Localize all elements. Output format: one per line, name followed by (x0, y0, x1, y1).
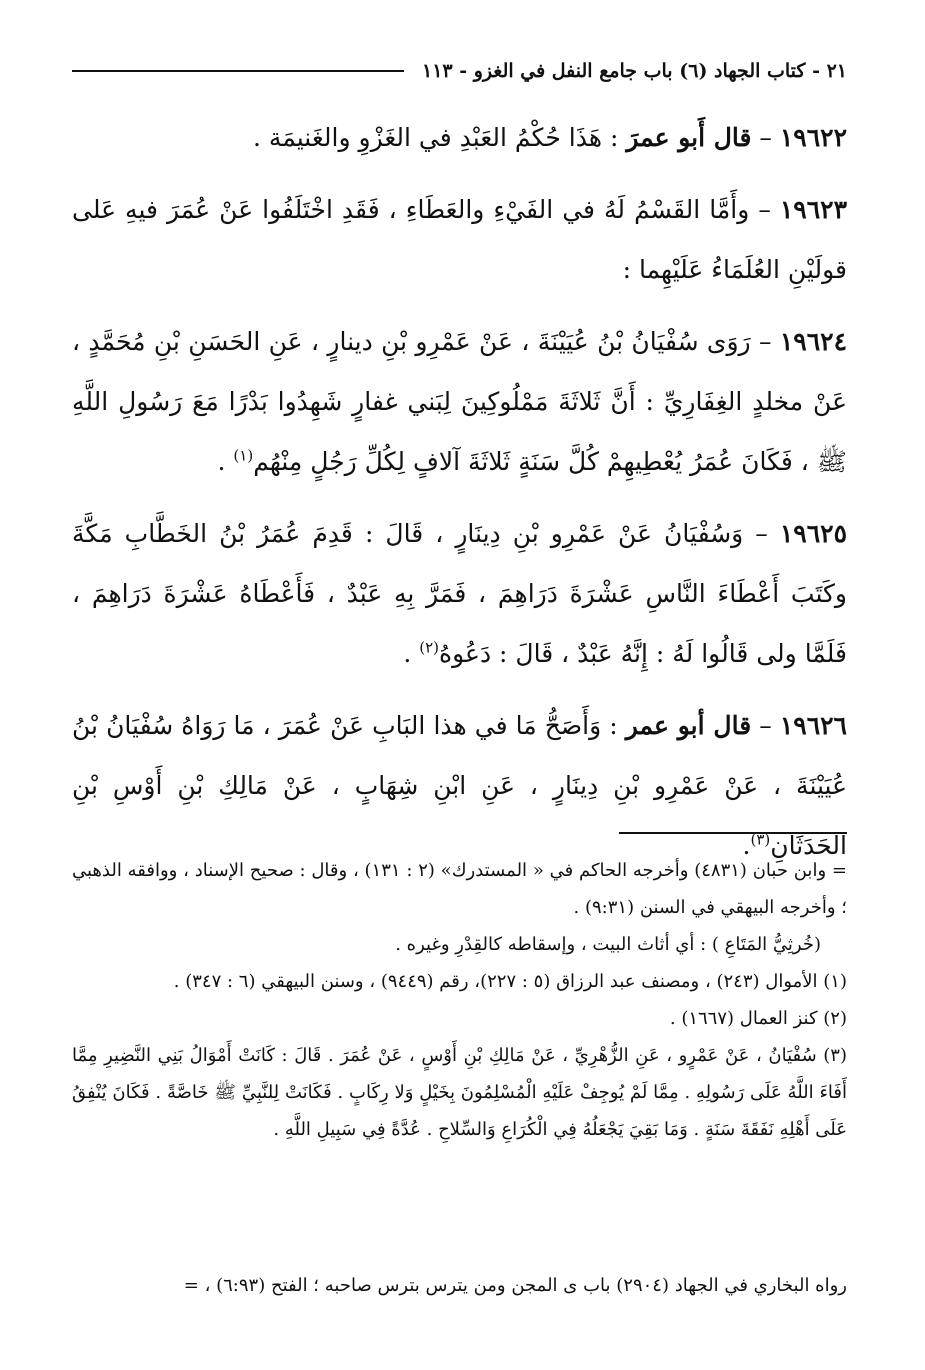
footnotes-section (72, 852, 847, 1148)
footnote-1: (١) الأموال (٢٤٣) ، ومصنف عبد الرزاق (٥ : ٢٢٧)، رقم (٩٤٤٩) ، وسنن البيهقي (٦ : ٣٤٧) . (173, 971, 847, 992)
dash: – (751, 123, 772, 152)
paragraph-number: ١٩٦٢٣ (779, 195, 847, 224)
dash: – (751, 711, 772, 740)
paragraph-text: : هَذَا حُكْمُ العَبْدِ في الغَزْوِ والغَنيمَة . (253, 123, 619, 152)
footnote-divider (619, 832, 847, 834)
footnote-ref-3[interactable]: (٣) (750, 830, 771, 849)
paragraph-text: : وَأَصَحُّ مَا في هذا البَابِ عَنْ عُمَرَ ، مَا رَوَاهُ سُفْيَانُ بْنُ عُيَيْنَةَ ، عَنْ عَمْرِو بْنِ دِينَارٍ ، عَنِ ابْنِ شِهَابٍ ، عَنْ مَالِكِ بْنِ أَوْسِ بْنِ الحَدَثَانِ (72, 711, 847, 860)
paragraph-number: ١٩٦٢٢ (779, 123, 847, 152)
paragraph-19622 (72, 108, 847, 168)
footnote-3: (٣) سُفْيَانُ ، عَنْ عَمْرٍو ، عَنِ الزُّهْرِيِّ ، عَنْ مَالِكِ بْنِ أَوْسٍ ، عَنْ عُمَرَ . قَالَ : كَانَتْ أَمْوَالُ بَنِي النَّضِيرِ مِمَّا أَفَاءَ اللَّهُ عَلَى رَسُولِهِ . مِمَّا لَمْ يُوجِفْ عَلَيْهِ الْمُسْلِمُونَ بِخَيْلٍ وَلا رِكَابٍ . فَكَانَتْ لِلنَّبِيِّ ﷺ خَاصَّةً . فَكَانَ يُنْفِقُ عَلَى أَهْلِهِ نَفَقَةَ سَنَةٍ . وَمَا بَقِيَ يَجْعَلُهُ فِي الْكُرَاعِ وَالسِّلاحِ . عُدَّةً فِي سَبِيلِ اللَّهِ . (72, 1045, 847, 1140)
page-header (72, 54, 847, 88)
paragraph-19625 (72, 504, 847, 684)
paragraph-19623 (72, 180, 847, 300)
paragraph-number: ١٩٦٢٤ (779, 327, 848, 356)
paragraph-19624 (72, 312, 847, 492)
footnote-2: (٢) كنز العمال (١٦٦٧) . (669, 1008, 847, 1029)
paragraph-tail: . (742, 831, 751, 860)
footnote-continuation: = وابن حبان (٤٨٣١) وأخرجه الحاكم في « المستدرك» (٢ : ١٣١) ، وقال : صحيح الإسناد ، ووافقه الذهبي ؛ وأخرجه البيهقي في السنن (٩:٣١) . (72, 860, 847, 918)
speaker-label: قال أبو عمر (625, 711, 752, 740)
paragraph-tail: . (217, 447, 234, 476)
paragraph-text: – رَوَى سُفْيَانُ بْنُ عُيَيْنَةَ ، عَنْ عَمْرِو بْنِ دينارٍ ، عَنِ الحَسَنِ بْنِ مُحَمَّدٍ ، عَنْ مخلدٍ الغِفَارِيِّ : أَنَّ ثَلاثَةَ مَمْلُوكِينَ لِبَني غفارٍ شَهِدُوا بَدْرًا مَعَ رَسُولِ اللَّهِ ﷺ ، فَكَانَ عُمَرُ يُعْطِيهِمْ كُلَّ سَنَةٍ ثَلاثَةَ آلافٍ لِكُلِّ رَجُلٍ مِنْهُم (72, 327, 847, 476)
header-rule (72, 70, 404, 72)
footnote-ref-1[interactable]: (١) (233, 446, 254, 465)
footnote-gloss: (خُرثِيُّ المَتَاعِ ) : أي أثاث البيت ، وإسقاطه كالقِدْرِ وغيره . (395, 934, 821, 955)
footnote-last-line: رواه البخاري في الجهاد (٢٩٠٤) باب ى المجن ومن يترس بترس صاحبه ؛ الفتح (٦:٩٣) ، = (183, 1275, 847, 1296)
running-header-title: ٢١ - كتاب الجهاد (٦) باب جامع النفل في الغزو - ١١٣ (422, 60, 847, 82)
speaker-label: قال أَبو عمرَ (626, 123, 752, 152)
main-text (72, 108, 847, 888)
paragraph-text: – وَسُفْيَانُ عَنْ عَمْرِو بْنِ دِينَارٍ ، قَالَ : قَدِمَ عُمَرُ بْنُ الخَطَّابِ مَكَّةَ وكَتَبَ أَعْطَاءَ النَّاسِ عَشْرَةَ دَرَاهِمَ ، فَمَرَّ بِهِ عَبْدٌ ، فَأَعْطَاهُ عَشْرَةَ دَرَاهِمَ ، فَلَمَّا ولى قَالُوا لَهُ : إِنَّهُ عَبْدٌ ، قَالَ : دَعُوهُ (72, 519, 847, 668)
paragraph-number: ١٩٦٢٥ (779, 519, 847, 548)
paragraph-tail: . (403, 639, 420, 668)
paragraph-19626 (72, 696, 847, 876)
footnote-ref-2[interactable]: (٢) (419, 638, 440, 657)
paragraph-text: – وأَمَّا القَسْمُ لَهُ في الفَيْءِ والعَطَاءِ ، فَقَدِ اخْتَلَفُوا عَنْ عُمَرَ فيهِ عَلى قولَيْنِ العُلَمَاءُ عَلَيْهِما : (72, 195, 847, 284)
paragraph-number: ١٩٦٢٦ (779, 711, 847, 740)
